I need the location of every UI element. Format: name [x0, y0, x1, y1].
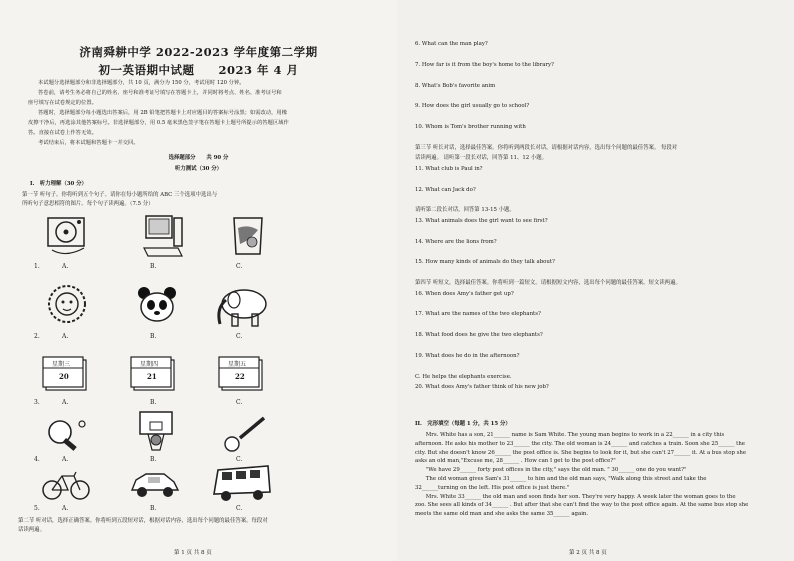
- cloze-passage: [415, 431, 783, 519]
- option-label: A.: [62, 456, 69, 463]
- question-text: 14. Where are the lions from?: [415, 238, 497, 245]
- cd-player-picture: [44, 212, 92, 264]
- question-text: 6. What can the man play?: [415, 41, 488, 47]
- option-label: C.: [236, 505, 243, 512]
- bus-picture: [210, 464, 274, 508]
- car-picture: [128, 468, 182, 506]
- part1-heading: I. 听力理解（30 分）: [30, 181, 87, 187]
- calendar-thursday-picture: [128, 354, 180, 398]
- question-text: 7. How far is it from the boy's home to the library?: [415, 61, 554, 68]
- calendar-friday-picture: [216, 354, 268, 398]
- option-label: B.: [150, 333, 157, 340]
- exam-subtitle: 初一英语期中试题 2023 年 4 月: [98, 63, 299, 77]
- question-text: 12. What can Jack do?: [415, 186, 476, 193]
- option-label: B.: [150, 263, 157, 270]
- part1-instruction: 第一节 听句子。你将听到五个句子。请你在每小题所给的 ABC 三个选项中选出与: [22, 192, 218, 198]
- instruction-line: 座号填写在试卷规定的位置。: [28, 100, 97, 106]
- question-text: 13. What animals does the girl want to see first?: [415, 217, 548, 224]
- question-text: 话读两遍。 请听第一段长对话，回答第 11、12 小题。: [415, 155, 548, 162]
- option-label: A.: [62, 399, 69, 406]
- ping-pong-picture: [42, 416, 90, 460]
- question-text: 请听第二段长对话，回答第 13-15 小题。: [415, 207, 515, 214]
- option-label: A.: [62, 263, 69, 270]
- cloze-line: afternoon. He asks his mother to 23______ the city. The old woman is 24______ and catches a train. Soon she 25______ the: [415, 440, 745, 447]
- question-number: 3.: [34, 399, 40, 406]
- elephant-picture: [212, 286, 272, 332]
- exam-title: 济南舜耕中学 2022-2023 学年度第二学期: [79, 45, 318, 59]
- question-number: 4.: [34, 456, 40, 463]
- question-text: 17. What are the names of the two elephants?: [415, 311, 541, 318]
- option-label: C.: [236, 333, 243, 340]
- calendar-day: 星期四: [140, 361, 159, 368]
- calendar-date: 22: [235, 372, 245, 381]
- option-label: C.: [236, 456, 243, 463]
- question-text: 16. When does Amy's father get up?: [415, 290, 514, 297]
- cloze-line: city. But she doesn't know 26______ the post office is. She begins to look for it, but she can't 27______ it. At a bus stop she: [415, 449, 747, 456]
- question-text: 第三节 听长对话，选择最佳答案。你将听到两段长对话，请根据对话内容，选出每个问题的最佳答案。 每段对: [415, 145, 678, 151]
- question-text: 9. How does the girl usually go to school?: [415, 103, 530, 110]
- question-text: 19. What does he do in the afternoon?: [415, 353, 520, 359]
- baseball-picture: [220, 414, 268, 458]
- option-label: B.: [150, 505, 157, 512]
- right-page: [397, 0, 794, 561]
- instruction-line: 答题时，选择题部分每小题选出答案后，用 2B 铅笔把答题卡上对应题目的答案标号涂黑；如需改动，用橡: [38, 110, 287, 116]
- section-choice: 选择题部分 共 90 分: [168, 155, 229, 161]
- calendar-day: 星期三: [52, 361, 71, 368]
- option-label: A.: [62, 333, 69, 340]
- calendar-date: 20: [59, 372, 69, 381]
- question-number: 1.: [34, 263, 40, 270]
- question-text: 11. What club is Paul in?: [415, 165, 483, 172]
- cloze-line: asks an old man,"Excuse me, 28______ . How can I get to the post office?": [415, 458, 616, 465]
- calendar-wednesday-picture: [40, 354, 92, 398]
- bicycle-picture: [40, 468, 92, 506]
- question-text: C. He helps the elephants exercise.: [415, 373, 512, 380]
- cloze-line: The old woman gives Sam's 31______ to him and the old man says, "Walk along this street and take the: [415, 475, 707, 482]
- cloze-line: zoo. She sees all kinds of 34______ . But after that she can't find the way to the post office again. At the same bus stop she: [415, 502, 749, 509]
- instruction-line: 答卷前，请考生务必将自己的姓名、座号和准考证号填写在答题卡上，并同时将考点、姓名、准考证号和: [38, 90, 282, 96]
- instruction-line: 考试结束后，将本试题和答题卡一并交回。: [38, 140, 139, 146]
- panda-picture: [134, 285, 180, 333]
- page-footer: 第 1 页 共 8 页: [174, 550, 212, 556]
- calendar-day: 星期五: [228, 361, 247, 368]
- option-label: C.: [236, 263, 243, 270]
- question-text: 第四节 听短文，选择最佳答案。你将听到一篇短文。请根据短文内容，选出每个问题的最佳答案。短文读两遍。: [415, 280, 681, 287]
- computer-picture: [140, 212, 188, 264]
- option-label: C.: [236, 399, 243, 406]
- cloze-line: meets the same old man and she asks the same 35______ again.: [415, 511, 589, 518]
- lion-picture: [44, 282, 90, 332]
- cloze-line: "We have 29______ forty post offices in the city," says the old man. " 30______ one do you want?": [415, 467, 687, 474]
- part1-instruction: 所听句子意思相符的图片。每个句子读两遍。（7.5 分）: [22, 201, 154, 207]
- cloze-line: 32______turning on the left. His post office is just there.": [415, 484, 570, 491]
- section-listening: 听力测试（30 分）: [174, 166, 223, 172]
- instruction-line: 答。直接在试卷上作答无效。: [28, 130, 97, 136]
- option-label: B.: [150, 456, 157, 463]
- page-footer: 第 2 页 共 8 页: [569, 550, 607, 556]
- question-text: 8. What's Bob's favorite anim: [415, 82, 496, 89]
- cloze-line: Mrs. White 33______ the old man and soon finds her son. They're very happy. A week later the woman goes to the: [415, 493, 736, 500]
- instruction-line: 本试题分选择题部分和非选择题部分，共 10 页，满分为 150 分，考试用时 120 分钟。: [38, 80, 245, 86]
- cloze-line: Mrs. White has a son, 21______ name is Sam White. The young man begins to work in a 22______ in a city this: [415, 432, 725, 438]
- option-label: B.: [150, 399, 157, 406]
- part2-instruction: 话读两遍。: [18, 527, 45, 533]
- question-text: 20. What does Amy's father think of his new job?: [415, 384, 549, 391]
- option-label: A.: [62, 505, 69, 512]
- question-number: 5.: [34, 505, 40, 512]
- question-number: 2.: [34, 333, 40, 340]
- snack-bag-picture: [228, 214, 268, 262]
- instruction-line: 皮擦干净后，再选涂其他答案标号。非选择题部分，用 0.5 毫米黑色签字笔在答题卡上题号所提示的答题区域作: [28, 120, 289, 126]
- question-text: 10. Whom is Tom's brother running with: [415, 124, 526, 131]
- instructions-block: [28, 78, 380, 148]
- calendar-date: 21: [147, 372, 157, 381]
- cloze-heading: II. 完形填空（每题 1 分，共 15 分）: [415, 421, 511, 427]
- basketball-picture: [134, 410, 178, 462]
- question-text: 18. What food does he give the two elephants?: [415, 332, 543, 339]
- part2-instruction: 第二节 听对话，选择正确答案。你将听到五段短对话，根据对话内容，选出每个问题的最佳答案。每段对: [18, 518, 268, 524]
- question-text: 15. How many kinds of animals do they talk about?: [415, 259, 555, 266]
